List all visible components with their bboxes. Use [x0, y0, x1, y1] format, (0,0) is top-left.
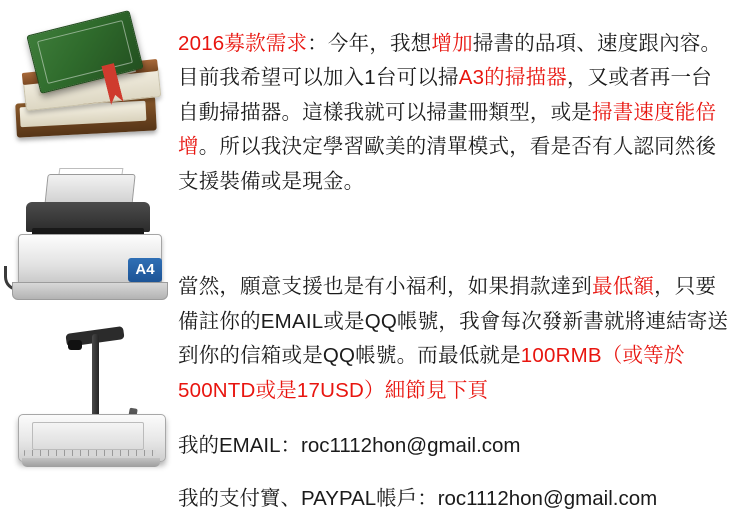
scanner-base: [12, 282, 168, 300]
illustration-column: [0, 0, 178, 497]
a4-sheet-scanner-illustration: [6, 170, 174, 320]
overhead-book-scanner-illustration: [6, 328, 174, 488]
paragraph-spacer: [178, 220, 730, 250]
contact-email-label: 我的EMAIL：: [178, 433, 302, 457]
scanner-a4-badge: A4: [128, 258, 162, 282]
paragraph-rewards: [178, 270, 730, 408]
scanner-ruler: [24, 450, 156, 456]
funding-highlight-a3-scanner: A3的掃描器: [458, 66, 567, 89]
scanner-support-arm: [92, 334, 99, 418]
funding-highlight-increase: 增加: [431, 31, 473, 55]
rewards-highlight-minimum: 最低額: [592, 275, 655, 298]
funding-text-1: ：今年，我想: [307, 31, 432, 55]
contact-payment-value: roc1112hon@gmail.com: [437, 487, 658, 510]
scanner-camera-lens-icon: [68, 340, 82, 350]
contact-email-line: [178, 429, 730, 462]
text-column: [178, 6, 730, 510]
stacked-books-illustration: [10, 8, 170, 158]
contact-payment-line: [178, 482, 730, 515]
funding-highlight-speed: 掃書速度能倍增: [178, 100, 717, 158]
book-top-frame: [37, 20, 133, 84]
rewards-text-1: 當然，願意支援也是有小福利，如果捐款達到: [178, 275, 592, 298]
funding-text-2: 掃書的品項、速度跟內容。目前我希望可以加入1台可以掃: [178, 31, 722, 89]
contact-email-value: roc1112hon@gmail.com: [301, 433, 521, 457]
funding-text-4: 。所以我決定學習歐美的清單模式，看是否有人認同然後支援裝備或是現金。: [178, 135, 717, 193]
scanner-scan-mat: [32, 422, 144, 450]
scanner-foot: [22, 458, 160, 467]
funding-title-highlight: 2016募款需求: [178, 31, 308, 55]
rewards-highlight-amount: 100RMB（或等於 500NTD或是17USD）細節見下頁: [178, 344, 685, 402]
paragraph-funding-needs: [178, 27, 730, 200]
funding-text-3: ，又或者再一台自動掃描器。這樣我就可以掃畫冊類型，或是: [178, 66, 712, 124]
contact-payment-label: 我的支付寶、PAYPAL帳戶：: [178, 487, 438, 510]
rewards-text-2: ，只要備註你的EMAIL或是QQ帳號，我會每次發新書就將連結寄送到你的信箱或是QQ帳號。而最低就是: [178, 275, 729, 367]
